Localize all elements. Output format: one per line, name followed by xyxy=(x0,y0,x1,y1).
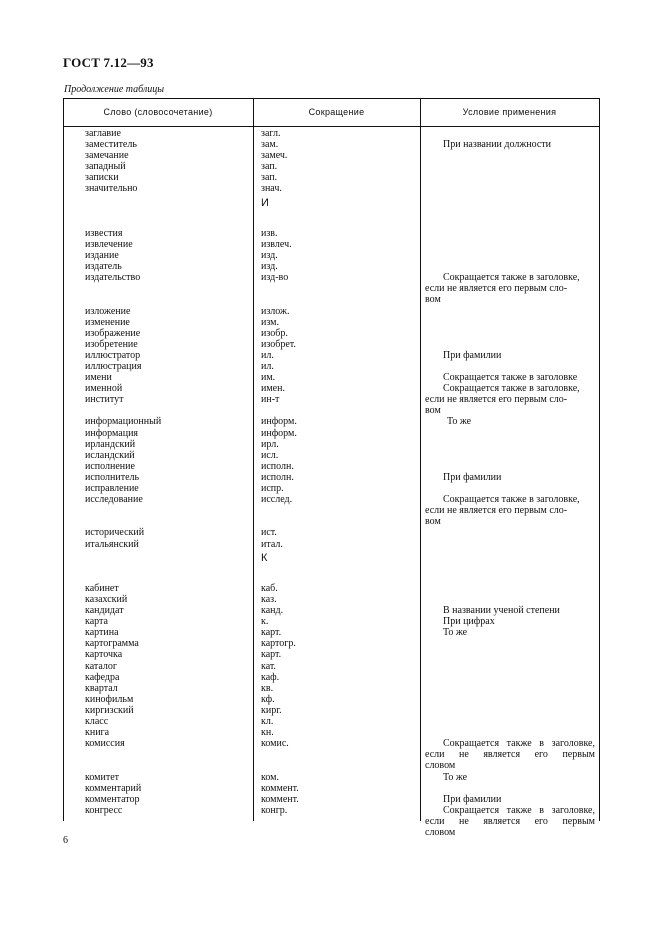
table-row xyxy=(63,461,600,472)
abbreviation-cell: изобр. xyxy=(261,327,288,339)
condition-cell xyxy=(425,627,595,638)
column-header-word: Слово (словосочетание) xyxy=(103,107,213,117)
letter-section-heading xyxy=(63,195,600,228)
condition-line: То же xyxy=(443,627,468,639)
condition-line: вом xyxy=(425,405,441,417)
abbreviation-cell: итал. xyxy=(261,538,283,550)
table-row xyxy=(63,416,600,427)
table-body xyxy=(63,128,600,838)
word-cell: имени xyxy=(85,372,112,384)
word-cell: ирландский xyxy=(85,438,136,450)
table-row xyxy=(63,794,600,805)
word-cell: издательство xyxy=(85,272,141,284)
word-cell: известия xyxy=(85,227,123,239)
section-letter: К xyxy=(261,551,268,564)
table-row xyxy=(63,638,600,649)
table-header-rule xyxy=(63,126,600,127)
word-cell: исландский xyxy=(85,449,135,461)
abbreviation-cell: конгр. xyxy=(261,804,288,816)
table-row xyxy=(63,616,600,627)
abbreviation-cell: изд-во xyxy=(261,272,289,284)
table-row xyxy=(63,605,600,616)
table-row xyxy=(63,361,600,372)
condition-cell xyxy=(425,272,595,305)
abbreviation-cell: зап. xyxy=(261,172,278,184)
condition-cell xyxy=(425,605,595,616)
table-row xyxy=(63,783,600,794)
table-row xyxy=(63,483,600,494)
condition-line: При фамилии xyxy=(443,793,502,805)
condition-line: При фамилии xyxy=(443,471,502,483)
abbreviation-cell: зап. xyxy=(261,161,278,173)
word-cell: иллюстратор xyxy=(85,349,141,361)
abbreviation-cell: зам. xyxy=(261,139,279,151)
table-row xyxy=(63,150,600,161)
abbreviation-cell: изм. xyxy=(261,316,279,328)
table-row xyxy=(63,805,600,838)
page-number: 6 xyxy=(63,835,68,846)
abbreviation-table xyxy=(63,98,600,838)
word-cell: карточка xyxy=(85,649,123,661)
table-row xyxy=(63,705,600,716)
abbreviation-cell: им. xyxy=(261,372,276,384)
abbreviation-cell: коммент. xyxy=(261,793,299,805)
table-row xyxy=(63,172,600,183)
word-cell: записки xyxy=(85,172,119,184)
word-cell: издатель xyxy=(85,261,122,273)
abbreviation-cell: карт. xyxy=(261,649,282,661)
abbreviation-cell: испр. xyxy=(261,483,284,495)
abbreviation-cell: извлеч. xyxy=(261,238,292,250)
condition-line: При цифрах xyxy=(443,616,495,628)
word-cell: именной xyxy=(85,383,123,395)
word-cell: издание xyxy=(85,250,119,262)
table-row xyxy=(63,261,600,272)
table-row xyxy=(63,350,600,361)
abbreviation-cell: ин-т xyxy=(261,394,280,406)
abbreviation-cell: имен. xyxy=(261,383,285,395)
table-caption: Продолжение таблицы xyxy=(64,84,165,95)
column-header-abbreviation: Сокращение xyxy=(308,107,365,117)
table-row xyxy=(63,672,600,683)
abbreviation-cell: ком. xyxy=(261,771,279,783)
table-row xyxy=(63,649,600,660)
abbreviation-cell: изв. xyxy=(261,227,278,239)
table-row xyxy=(63,183,600,194)
abbreviation-cell: изд. xyxy=(261,250,278,262)
table-row xyxy=(63,583,600,594)
condition-cell xyxy=(425,794,595,805)
table-row xyxy=(63,450,600,461)
table-row xyxy=(63,716,600,727)
condition-line: словом xyxy=(425,826,456,838)
condition-line: В названии ученой степени xyxy=(443,605,560,617)
word-cell: иллюстрация xyxy=(85,361,142,372)
condition-line: То же xyxy=(447,416,472,428)
abbreviation-cell: кирг. xyxy=(261,704,282,716)
word-cell: комментатор xyxy=(85,793,140,805)
word-cell: кинофильм xyxy=(85,693,134,705)
abbreviation-cell: карт. xyxy=(261,627,282,639)
condition-cell xyxy=(425,383,595,394)
table-row xyxy=(63,372,600,383)
word-cell: класс xyxy=(85,716,109,728)
condition-line: Сокращается также в заголовке xyxy=(443,372,578,384)
abbreviation-cell: излож. xyxy=(261,305,290,317)
word-cell: конгресс xyxy=(85,804,123,816)
table-row xyxy=(63,539,600,550)
abbreviation-cell: ил. xyxy=(261,361,274,372)
abbreviation-cell: ил. xyxy=(261,349,274,361)
abbreviation-cell: картогр. xyxy=(261,638,296,650)
abbreviation-cell: кф. xyxy=(261,693,275,705)
section-letter: И xyxy=(261,196,269,209)
abbreviation-cell: исл. xyxy=(261,449,279,461)
word-cell: информационный xyxy=(85,416,162,428)
condition-line: вом xyxy=(425,294,441,306)
abbreviation-cell: информ. xyxy=(261,416,297,428)
condition-cell xyxy=(425,616,595,627)
abbreviation-cell: информ. xyxy=(261,427,297,439)
word-cell: извлечение xyxy=(85,238,133,250)
condition-line: если не является его первым xyxy=(425,815,595,827)
condition-line: вом xyxy=(425,516,441,528)
condition-cell xyxy=(425,805,595,838)
table-row xyxy=(63,250,600,261)
word-cell: исполнение xyxy=(85,460,135,472)
table-row xyxy=(63,228,600,239)
table-top-rule xyxy=(63,98,600,99)
word-cell: значительно xyxy=(85,183,138,195)
condition-line: При фамилии xyxy=(443,349,502,361)
table-row xyxy=(63,272,600,305)
word-cell: комитет xyxy=(85,771,120,783)
word-cell: картина xyxy=(85,627,119,639)
abbreviation-cell: кат. xyxy=(261,660,277,672)
word-cell: казахский xyxy=(85,594,128,605)
word-cell: исправление xyxy=(85,483,139,495)
condition-line: если не является его первым сло- xyxy=(425,505,568,517)
table-row xyxy=(63,661,600,672)
condition-line: словом xyxy=(425,760,456,772)
word-cell: кандидат xyxy=(85,605,124,617)
word-cell: картограмма xyxy=(85,638,139,650)
abbreviation-cell: исслед. xyxy=(261,494,293,506)
condition-line: Сокращается также в заголовке, xyxy=(443,494,580,506)
word-cell: изобретение xyxy=(85,338,138,350)
condition-line: если не является его первым xyxy=(425,749,595,761)
abbreviation-cell: исполн. xyxy=(261,471,294,483)
abbreviation-cell: к. xyxy=(261,616,269,628)
abbreviation-cell: каб. xyxy=(261,582,278,594)
condition-line: Сокращается также в заголовке, xyxy=(443,738,595,750)
document-header-title: ГОСТ 7.12—93 xyxy=(63,55,154,70)
condition-cell xyxy=(425,372,595,383)
table-row xyxy=(63,428,600,439)
word-cell: кафедра xyxy=(85,671,120,683)
condition-line: если не является его первым сло- xyxy=(425,283,568,295)
table-row xyxy=(63,694,600,705)
word-cell: квартал xyxy=(85,682,118,694)
condition-line: Сокращается также в заголовке, xyxy=(443,383,580,395)
table-row xyxy=(63,339,600,350)
table-row xyxy=(63,128,600,139)
word-cell: комментарий xyxy=(85,782,142,794)
table-row xyxy=(63,328,600,339)
table-row xyxy=(63,306,600,317)
word-cell: изменение xyxy=(85,316,130,328)
word-cell: заместитель xyxy=(85,139,137,151)
table-row xyxy=(63,772,600,783)
table-row xyxy=(63,527,600,538)
abbreviation-cell: ист. xyxy=(261,527,277,539)
condition-cell xyxy=(425,139,595,150)
abbreviation-cell: комис. xyxy=(261,738,289,750)
abbreviation-cell: ирл. xyxy=(261,438,279,450)
word-cell: заглавие xyxy=(85,128,121,139)
table-row xyxy=(63,317,600,328)
condition-cell xyxy=(425,472,595,483)
abbreviation-cell: коммент. xyxy=(261,782,299,794)
abbreviation-cell: кн. xyxy=(261,727,274,739)
condition-cell xyxy=(425,416,595,427)
condition-cell xyxy=(425,494,595,527)
word-cell: киргизский xyxy=(85,704,134,716)
abbreviation-cell: кв. xyxy=(261,682,274,694)
abbreviation-cell: знач. xyxy=(261,183,282,195)
table-row xyxy=(63,439,600,450)
table-row xyxy=(63,683,600,694)
word-cell: кабинет xyxy=(85,582,119,594)
table-row xyxy=(63,472,600,483)
condition-line: То же xyxy=(443,771,468,783)
word-cell: замечание xyxy=(85,150,129,162)
word-cell: западный xyxy=(85,161,126,173)
table-row xyxy=(63,594,600,605)
word-cell: книга xyxy=(85,727,110,739)
table-row xyxy=(63,161,600,172)
abbreviation-cell: загл. xyxy=(261,128,281,139)
condition-line: если не является его первым сло- xyxy=(425,394,568,406)
word-cell: исторический xyxy=(85,527,145,539)
table-row xyxy=(63,239,600,250)
condition-cell xyxy=(425,772,595,783)
condition-line: Сокращается также в заголовке, xyxy=(443,272,580,284)
abbreviation-cell: изобрет. xyxy=(261,338,296,350)
word-cell: информация xyxy=(85,427,139,439)
table-row xyxy=(63,383,600,394)
word-cell: карта xyxy=(85,616,108,628)
abbreviation-cell: каф. xyxy=(261,671,280,683)
condition-line: Сокращается также в заголовке, xyxy=(443,804,595,816)
table-row xyxy=(63,727,600,738)
condition-cell xyxy=(425,394,595,416)
word-cell: каталог xyxy=(85,660,117,672)
letter-section-heading xyxy=(63,550,600,583)
abbreviation-cell: исполн. xyxy=(261,460,294,472)
condition-cell xyxy=(425,350,595,361)
word-cell: исполнитель xyxy=(85,471,140,483)
table-row xyxy=(63,738,600,771)
word-cell: комиссия xyxy=(85,738,125,750)
word-cell: институт xyxy=(85,394,124,406)
word-cell: изображение xyxy=(85,327,141,339)
condition-line: При названии должности xyxy=(443,139,552,151)
abbreviation-cell: кл. xyxy=(261,716,274,728)
table-row xyxy=(63,494,600,527)
abbreviation-cell: изд. xyxy=(261,261,278,273)
word-cell: изложение xyxy=(85,305,131,317)
abbreviation-cell: каз. xyxy=(261,594,277,605)
condition-cell xyxy=(425,738,595,771)
column-header-condition: Условие применения xyxy=(462,107,557,117)
table-row xyxy=(63,394,600,416)
table-row xyxy=(63,139,600,150)
table-row xyxy=(63,627,600,638)
word-cell: итальянский xyxy=(85,538,139,550)
abbreviation-cell: замеч. xyxy=(261,150,288,162)
word-cell: исследование xyxy=(85,494,143,506)
abbreviation-cell: канд. xyxy=(261,605,284,617)
